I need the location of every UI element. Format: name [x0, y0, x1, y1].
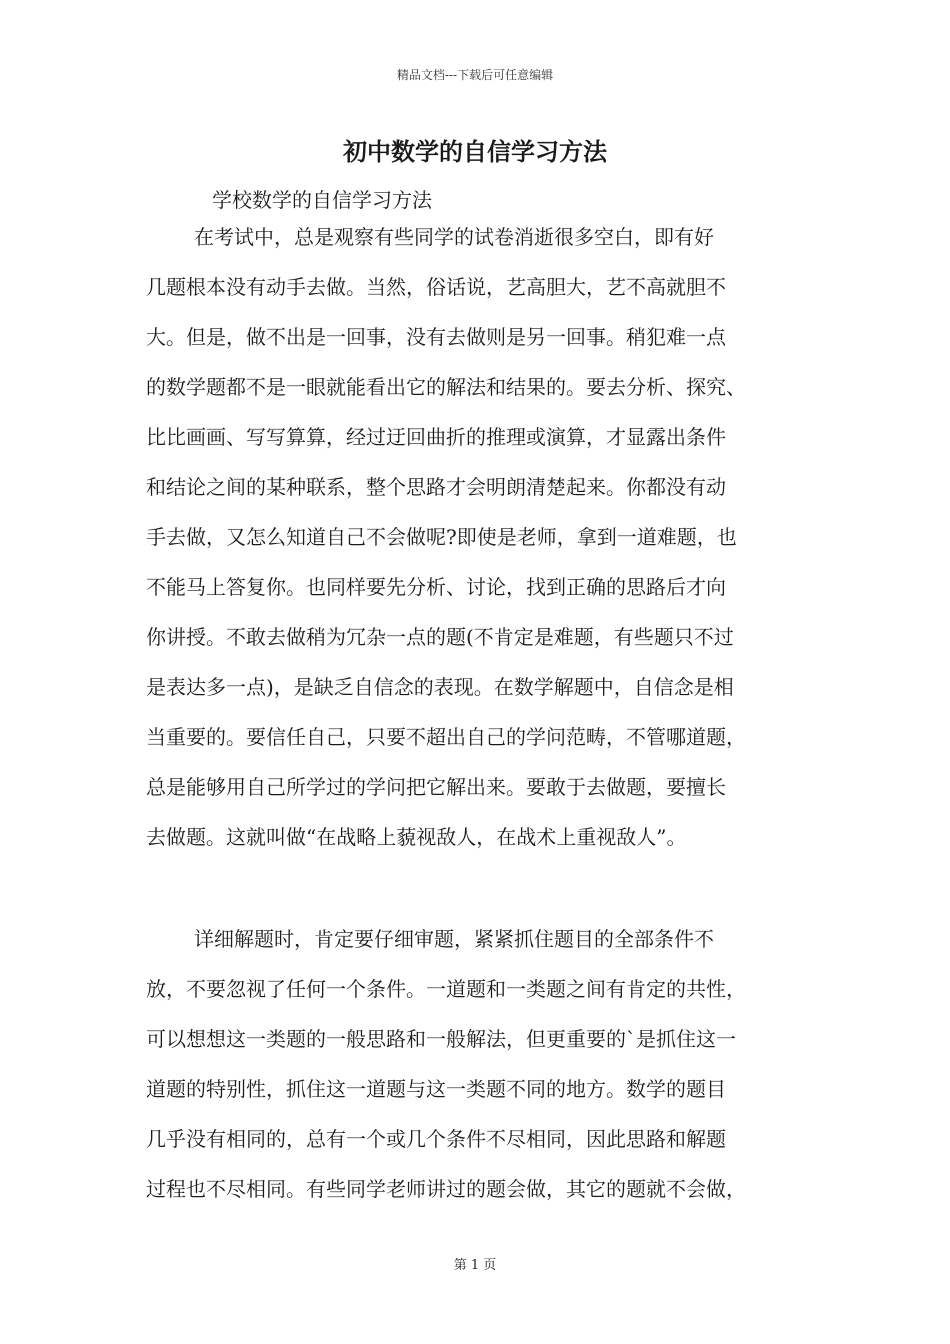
- paragraph-line: 几题根本没有动手去做。当然，俗话说，艺高胆大，艺不高就胆不: [146, 275, 726, 299]
- paragraph-line: 总是能够用自己所学过的学问把它解出来。要敢于去做题，要擅长: [146, 775, 726, 799]
- paragraph-line: 去做题。这就叫做“在战略上藐视敌人，在战术上重视敌人”。: [146, 825, 687, 849]
- paragraph-line: 的数学题都不是一眼就能看出它的解法和结果的。要去分析、探究、: [146, 375, 746, 399]
- paragraph-line: 可以想想这一类题的一般思路和一般解法，但更重要的`是抓住这一: [146, 1027, 736, 1051]
- paragraph-line: 详细解题时，肯定要仔细审题，紧紧抓住题目的全部条件不: [194, 927, 714, 951]
- paragraph-line: 你讲授。不敢去做稍为冗杂一点的题(不肯定是难题，有些题只不过: [146, 625, 734, 649]
- paragraph-line: 是表达多一点)，是缺乏自信念的表现。在数学解题中，自信念是相: [146, 675, 734, 699]
- page-number: 第 1 页: [453, 1258, 497, 1273]
- paragraph-line: 手去做，又怎么知道自己不会做呢?即使是老师，拿到一道难题，也: [146, 525, 737, 549]
- paragraph-line: 过程也不尽相同。有些同学老师讲过的题会做，其它的题就不会做，: [146, 1177, 746, 1201]
- paragraph-line: 在考试中，总是观察有些同学的试卷消逝很多空白，即有好: [194, 225, 714, 249]
- paragraph-line: 比比画画、写写算算，经过迂回曲折的推理或演算，才显露出条件: [146, 425, 726, 449]
- paragraph-1: [146, 212, 826, 862]
- paragraph-2: [146, 914, 826, 1214]
- paragraph-line: 放，不要忽视了任何一个条件。一道题和一类题之间有肯定的共性，: [146, 977, 746, 1001]
- paragraph-line: 不能马上答复你。也同样要先分析、讨论，找到正确的思路后才向: [146, 575, 726, 599]
- page-header: 精品文档---下载后可任意编辑: [396, 68, 554, 82]
- paragraph-line: 道题的特别性，抓住这一道题与这一类题不同的地方。数学的题目: [146, 1077, 726, 1101]
- paragraph-line: 几乎没有相同的，总有一个或几个条件不尽相同，因此思路和解题: [146, 1127, 726, 1151]
- paragraph-line: 当重要的。要信任自己，只要不超出自己的学问范畴，不管哪道题，: [146, 725, 746, 749]
- document-title: 初中数学的自信学习方法: [343, 137, 607, 166]
- paragraph-line: 大。但是，做不出是一回事，没有去做则是另一回事。稍犯难一点: [146, 325, 726, 349]
- paragraph-line: 和结论之间的某种联系，整个思路才会明朗清楚起来。你都没有动: [146, 475, 726, 499]
- document-subtitle: 学校数学的自信学习方法: [212, 188, 432, 212]
